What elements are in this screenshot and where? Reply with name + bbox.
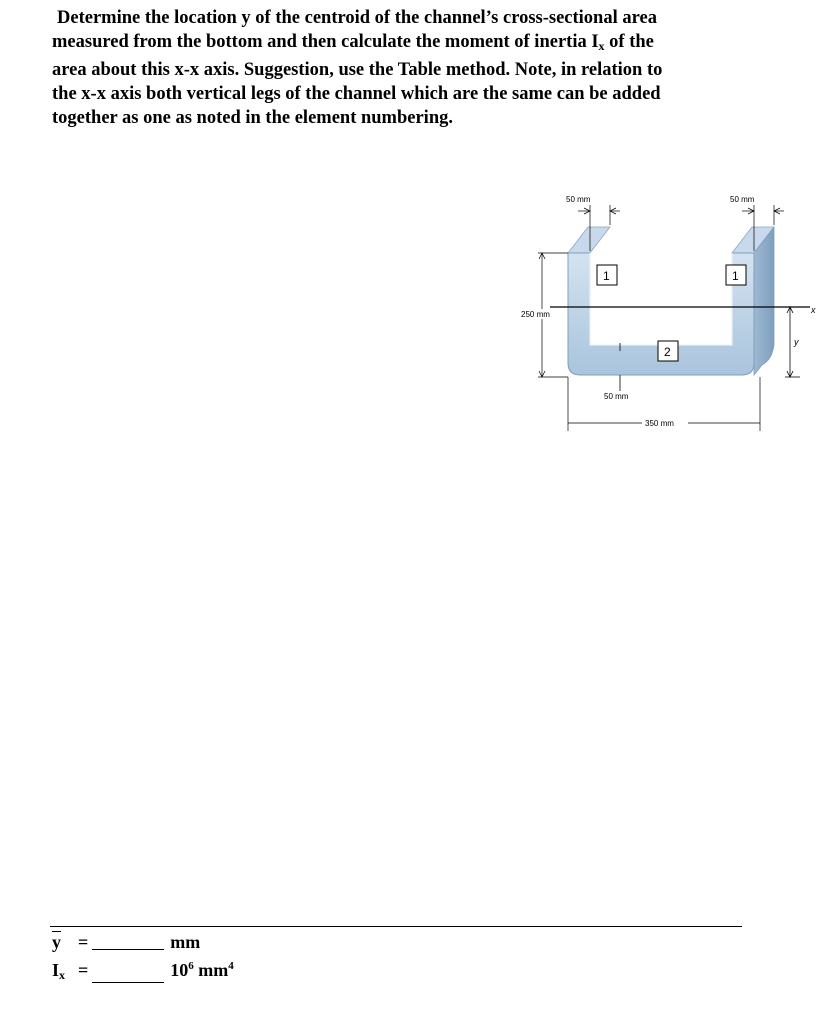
ix-equals: = <box>78 960 89 980</box>
problem-line-2 <box>52 30 772 58</box>
element-label-right-leg-text: 1 <box>732 269 739 283</box>
answer-separator-line <box>50 926 742 927</box>
base-thickness-label: 50 mm <box>604 392 629 401</box>
y-dimension <box>785 307 800 377</box>
channel-cross-section-figure <box>510 185 830 435</box>
y-dimension-label: y <box>794 337 799 347</box>
width-dimension <box>568 377 760 431</box>
ix-symbol-sub: x <box>59 968 66 982</box>
ix-unit-mm-exp: 4 <box>228 960 234 972</box>
problem-line-2-tail: of the <box>604 32 654 52</box>
problem-line-1: Determine the location y of the centroid of the channel’s cross-sectional area <box>57 8 657 28</box>
ix-unit-mm: mm <box>193 960 229 980</box>
right-leg-dimension-label: 50 mm <box>730 195 755 204</box>
ix-symbol-letter: I <box>52 960 60 980</box>
element-label-base-text: 2 <box>664 345 671 359</box>
ix-unit <box>170 956 234 980</box>
ix-unit-exp: 6 <box>188 960 194 972</box>
inertia-subscript: x <box>598 39 605 53</box>
ix-answer-row <box>52 956 234 985</box>
ybar-unit: mm <box>170 932 201 952</box>
ix-answer-blank[interactable] <box>92 966 164 983</box>
ybar-equals: = <box>78 932 89 952</box>
problem-statement <box>52 6 772 130</box>
ix-symbol <box>52 960 78 985</box>
height-dimension <box>518 253 568 377</box>
element-label-left-leg <box>597 265 617 285</box>
problem-line-4: the x-x axis both vertical legs of the channel which are the same can be added <box>52 84 661 104</box>
element-label-left-leg-text: 1 <box>603 269 610 283</box>
width-dimension-label: 350 mm <box>645 419 674 428</box>
ybar-symbol: $\overline{y}$ <box>52 932 61 952</box>
problem-line-2-text: measured from the bottom and then calculate the moment of inertia I <box>52 32 599 52</box>
problem-line-3: area about this x-x axis. Suggestion, use the Table method. Note, in relation to <box>52 60 663 80</box>
left-leg-dimension-label: 50 mm <box>566 195 591 204</box>
height-dimension-label: 250 mm <box>521 310 550 319</box>
ybar-answer-row <box>52 932 200 952</box>
element-label-base <box>658 341 678 361</box>
ybar-answer-blank[interactable] <box>92 933 164 950</box>
x-axis-label: x <box>811 305 816 315</box>
element-label-right-leg <box>726 265 746 285</box>
problem-line-5: together as one as noted in the element numbering. <box>52 108 453 128</box>
ix-unit-base: 10 <box>170 960 189 980</box>
